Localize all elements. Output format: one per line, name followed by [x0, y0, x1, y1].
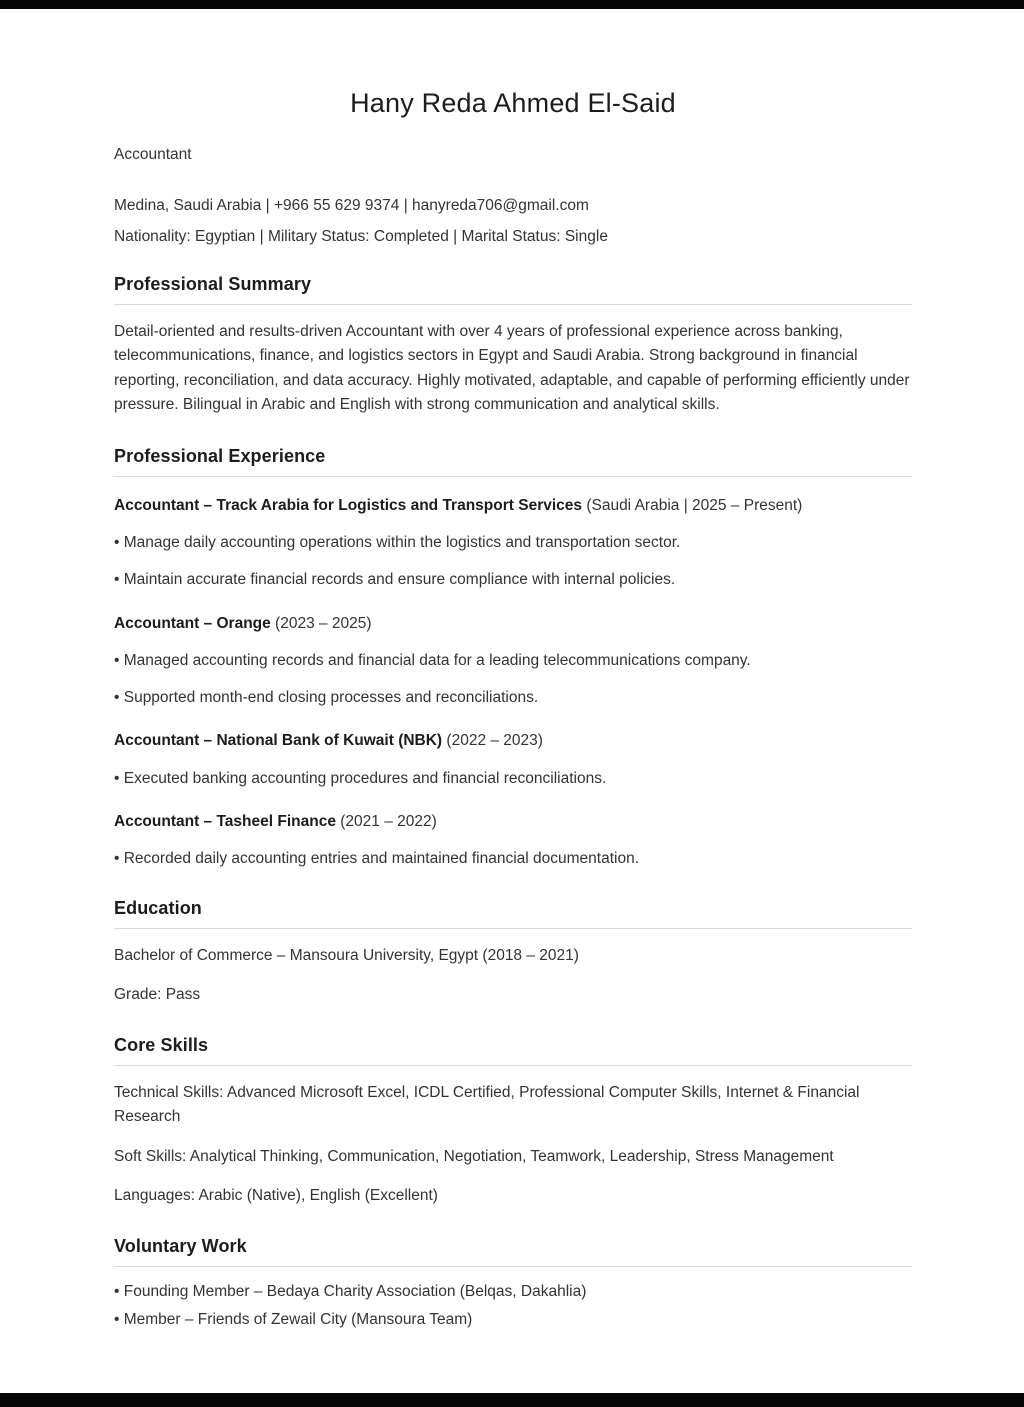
languages-line: Languages: Arabic (Native), English (Excellent)	[114, 1186, 438, 1204]
job-entry	[114, 729, 912, 790]
section-professional-summary	[114, 274, 912, 418]
job-title-line	[114, 612, 912, 635]
job-meta: (2023 – 2025)	[270, 614, 372, 632]
education-grade: Grade: Pass	[114, 986, 201, 1004]
job-title: Accountant – National Bank of Kuwait (NBK)	[114, 732, 443, 750]
section-education	[114, 898, 912, 1007]
candidate-role: Accountant	[114, 146, 192, 163]
job-bullet: • Supported month-end closing processes and reconciliations.	[114, 689, 539, 707]
candidate-name: Hany Reda Ahmed El-Said	[350, 88, 676, 118]
job-bullet: • Executed banking accounting procedures and financial reconciliations.	[114, 769, 607, 787]
job-title: Accountant – Track Arabia for Logistics and Transport Services	[114, 496, 583, 514]
core-skills-heading: Core Skills	[114, 1035, 209, 1056]
job-meta: (2021 – 2022)	[335, 812, 437, 830]
soft-skills-line: Soft Skills: Analytical Thinking, Communication, Negotiation, Teamwork, Leadership, Stress Management	[114, 1147, 834, 1165]
job-title: Accountant – Tasheel Finance	[114, 812, 336, 830]
technical-skills-line: Technical Skills: Advanced Microsoft Excel, ICDL Certified, Professional Computer Skills, Internet & Financial Research	[114, 1084, 860, 1126]
job-bullet: • Managed accounting records and financial data for a leading telecommunications company.	[114, 651, 751, 669]
section-divider	[114, 1266, 912, 1267]
personal-status-line: Nationality: Egyptian | Military Status: Completed | Marital Status: Single	[114, 228, 608, 245]
job-title-line	[114, 810, 912, 833]
top-border	[0, 0, 1024, 9]
job-title-line	[114, 494, 912, 517]
section-professional-experience	[114, 446, 912, 871]
job-meta: (Saudi Arabia | 2025 – Present)	[582, 496, 803, 514]
job-entry	[114, 810, 912, 871]
job-entry	[114, 612, 912, 710]
section-divider	[114, 928, 912, 929]
education-heading: Education	[114, 898, 202, 919]
job-entry	[114, 494, 912, 592]
summary-heading: Professional Summary	[114, 274, 312, 294]
section-core-skills	[114, 1035, 912, 1207]
contact-line: Medina, Saudi Arabia | +966 55 629 9374 | hanyreda706@gmail.com	[114, 197, 589, 214]
voluntary-heading: Voluntary Work	[114, 1235, 247, 1256]
section-divider	[114, 476, 912, 477]
summary-text: Detail-oriented and results-driven Accountant with over 4 years of professional experience across banking, telecommunications, finance, and logistics sectors in Egypt and Saudi Arabia. Strong background in financial reporting, reconciliation, and data accuracy. Highly motivated, adaptable, and capable of performing efficiently under pressure. Bilingual in Arabic and English with strong communication and analytical skills.	[114, 323, 910, 414]
voluntary-list	[114, 1280, 912, 1334]
voluntary-item: • Member – Friends of Zewail City (Mansoura Team)	[114, 1311, 473, 1329]
voluntary-item: • Founding Member – Bedaya Charity Association (Belqas, Dakahlia)	[114, 1282, 587, 1300]
experience-heading: Professional Experience	[114, 445, 326, 466]
job-bullet: • Recorded daily accounting entries and maintained financial documentation.	[114, 850, 640, 868]
section-voluntary-work	[114, 1236, 912, 1334]
education-degree: Bachelor of Commerce – Mansoura University, Egypt (2018 – 2021)	[114, 947, 579, 965]
section-divider	[114, 304, 912, 305]
job-meta: (2022 – 2023)	[442, 732, 543, 750]
section-divider	[114, 1065, 912, 1066]
job-title-line	[114, 729, 912, 752]
job-bullet: • Manage daily accounting operations within the logistics and transportation sector.	[114, 534, 681, 552]
bottom-border	[0, 1393, 1024, 1407]
job-bullet: • Maintain accurate financial records and ensure compliance with internal policies.	[114, 571, 676, 589]
job-title: Accountant – Orange	[114, 614, 271, 632]
